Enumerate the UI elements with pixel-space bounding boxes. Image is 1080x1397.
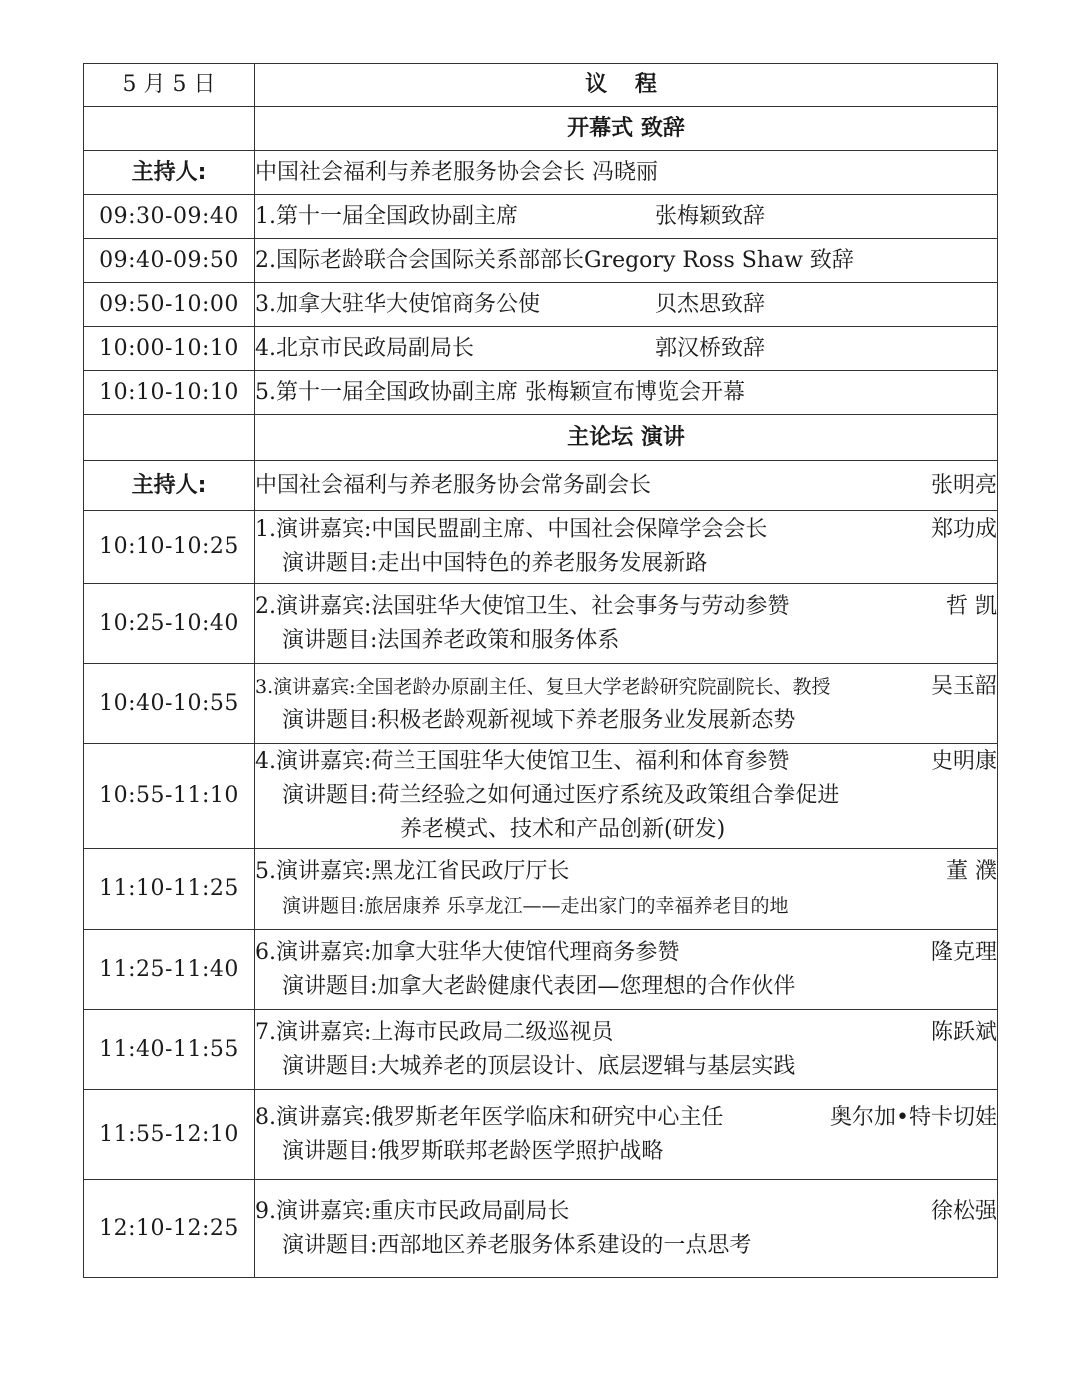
empty-cell (84, 107, 255, 151)
content-cell (255, 1180, 998, 1278)
table-row (84, 283, 998, 327)
topic-line: 演讲题目:大城养老的顶层设计、底层逻辑与基层实践 (282, 1053, 796, 1079)
opening-section-row (84, 107, 998, 151)
speaker-name: 徐松强 (930, 1198, 997, 1224)
item-text: 1.第十一届全国政协副主席 (255, 203, 518, 229)
time-cell: 10:55-11:10 (84, 744, 255, 849)
content-cell (255, 511, 998, 584)
content-cell (255, 664, 998, 744)
table-row (84, 195, 998, 239)
speaker-line: 1.演讲嘉宾:中国民盟副主席、中国社会保障学会会长 (255, 517, 768, 542)
table-row (84, 930, 998, 1010)
date-cell: 5 月 5 日 (84, 64, 255, 107)
time-cell: 10:00-10:10 (84, 327, 255, 371)
forum-section-row (84, 415, 998, 461)
item-speaker: 张梅颖致辞 (655, 203, 766, 229)
agenda-title: 议 程 (255, 64, 998, 107)
table-row (84, 1090, 998, 1180)
item-speaker: 郭汉桥致辞 (655, 335, 766, 361)
topic-line: 演讲题目:西部地区养老服务体系建设的一点思考 (282, 1232, 752, 1258)
topic-line: 演讲题目:走出中国特色的养老服务发展新路 (282, 551, 708, 576)
table-header-row (84, 64, 998, 107)
speaker-line: 9.演讲嘉宾:重庆市民政局副局长 (255, 1198, 570, 1224)
speaker-line: 6.演讲嘉宾:加拿大驻华大使馆代理商务参赞 (255, 939, 680, 965)
content-cell (255, 744, 998, 849)
table-row (84, 1010, 998, 1090)
time-cell: 11:25-11:40 (84, 930, 255, 1010)
speaker-line: 2.演讲嘉宾:法国驻华大使馆卫生、社会事务与劳动参赞 (255, 593, 790, 619)
table-row (84, 744, 998, 849)
speaker-line: 7.演讲嘉宾:上海市民政局二级巡视员 (255, 1019, 614, 1045)
content-cell (255, 371, 998, 415)
empty-cell (84, 415, 255, 461)
opening-host: 中国社会福利与养老服务协会会长 冯晓丽 (255, 151, 998, 195)
time-cell: 11:10-11:25 (84, 849, 255, 930)
time-cell: 10:40-10:55 (84, 664, 255, 744)
speaker-name: 哲 凯 (946, 593, 997, 619)
speaker-name: 奥尔加•特卡切娃 (830, 1104, 997, 1130)
topic-line: 演讲题目:积极老龄观新视域下养老服务业发展新态势 (282, 707, 796, 733)
content-cell (255, 1010, 998, 1090)
content-cell (255, 584, 998, 664)
topic-line: 养老模式、技术和产品创新(研发) (400, 817, 726, 842)
content-cell (255, 195, 998, 239)
forum-section-title: 主论坛 演讲 (255, 415, 998, 461)
time-cell: 09:30-09:40 (84, 195, 255, 239)
content-cell (255, 327, 998, 371)
table-row (84, 327, 998, 371)
speaker-name: 郑功成 (930, 517, 997, 542)
speaker-name: 史明康 (930, 749, 997, 774)
item-text: 5.第十一届全国政协副主席 张梅颖宣布博览会开幕 (255, 379, 745, 405)
agenda-table (83, 63, 998, 1278)
topic-line: 演讲题目:法国养老政策和服务体系 (282, 627, 620, 653)
speaker-name: 董 濮 (946, 859, 997, 884)
topic-line: 演讲题目:荷兰经验之如何通过医疗系统及政策组合拳促进 (282, 783, 840, 808)
table-row (84, 1180, 998, 1278)
topic-line: 演讲题目:加拿大老龄健康代表团—您理想的合作伙伴 (282, 973, 796, 999)
speaker-name: 陈跃斌 (930, 1019, 997, 1045)
speaker-line: 5.演讲嘉宾:黑龙江省民政厅厅长 (255, 859, 570, 884)
speaker-name: 隆克理 (930, 939, 997, 965)
item-text: 2.国际老龄联合会国际关系部部长Gregory Ross Shaw 致辞 (255, 247, 854, 273)
table-row (84, 584, 998, 664)
table-row (84, 664, 998, 744)
time-cell: 10:25-10:40 (84, 584, 255, 664)
time-cell: 11:40-11:55 (84, 1010, 255, 1090)
item-text: 3.加拿大驻华大使馆商务公使 (255, 291, 540, 317)
table-row (84, 849, 998, 930)
content-cell (255, 930, 998, 1010)
forum-host-cell (255, 461, 998, 511)
speaker-name: 吴玉韶 (930, 673, 997, 699)
time-cell: 10:10-10:25 (84, 511, 255, 584)
item-text: 4.北京市民政局副局长 (255, 335, 474, 361)
content-cell (255, 849, 998, 930)
time-cell: 09:40-09:50 (84, 239, 255, 283)
time-cell: 09:50-10:00 (84, 283, 255, 327)
content-cell (255, 239, 998, 283)
speaker-line: 4.演讲嘉宾:荷兰王国驻华大使馆卫生、福利和体育参赞 (255, 749, 790, 774)
table-row (84, 511, 998, 584)
table-row (84, 239, 998, 283)
time-cell: 11:55-12:10 (84, 1090, 255, 1180)
forum-host-name: 张明亮 (930, 472, 997, 498)
host-label: 主持人: (84, 151, 255, 195)
content-cell (255, 283, 998, 327)
topic-line: 演讲题目:俄罗斯联邦老龄医学照护战略 (282, 1138, 664, 1164)
time-cell: 12:10-12:25 (84, 1180, 255, 1278)
table-row (84, 371, 998, 415)
speaker-line: 3.演讲嘉宾:全国老龄办原副主任、复旦大学老龄研究院副院长、教授 (255, 675, 831, 698)
opening-section-title: 开幕式 致辞 (255, 107, 998, 151)
forum-host: 中国社会福利与养老服务协会常务副会长 (255, 472, 652, 498)
item-speaker: 贝杰思致辞 (655, 291, 766, 317)
time-cell: 10:10-10:10 (84, 371, 255, 415)
speaker-line: 8.演讲嘉宾:俄罗斯老年医学临床和研究中心主任 (255, 1104, 724, 1130)
opening-host-row (84, 151, 998, 195)
topic-line: 演讲题目:旅居康养 乐享龙江——走出家门的幸福养老目的地 (282, 895, 789, 917)
host-label: 主持人: (84, 461, 255, 511)
content-cell (255, 1090, 998, 1180)
forum-host-row (84, 461, 998, 511)
